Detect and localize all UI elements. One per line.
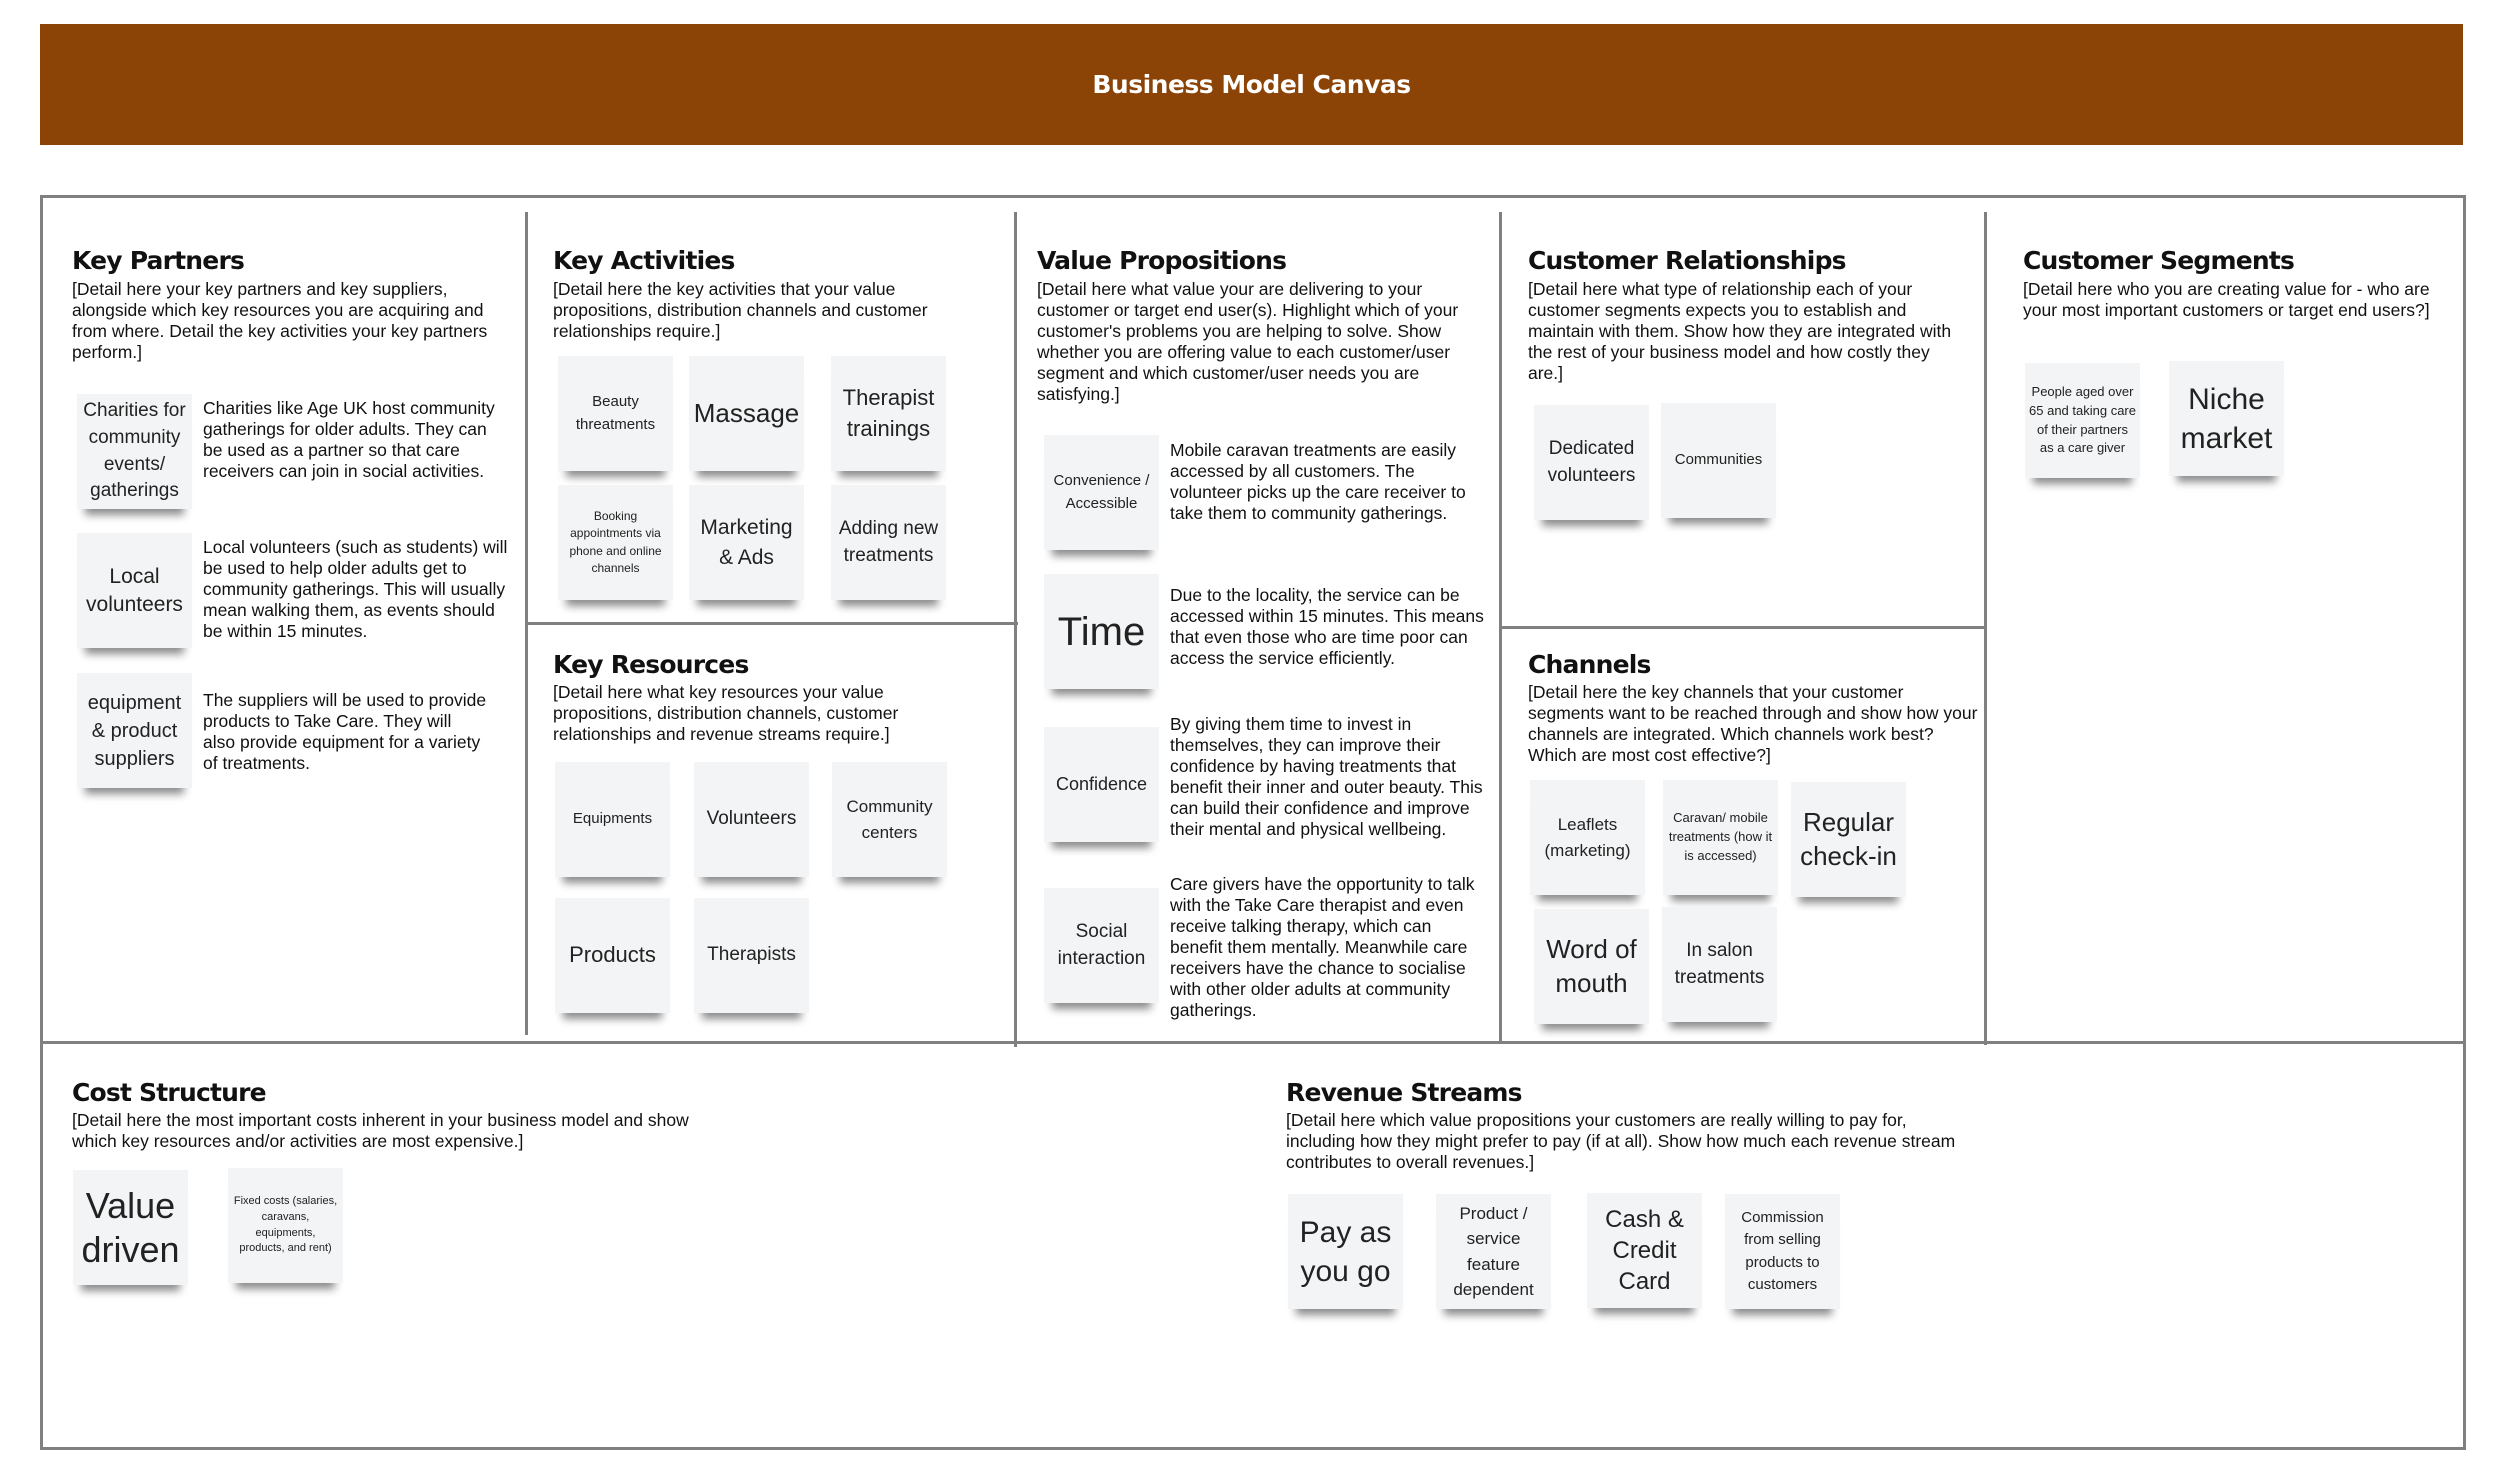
- sticky-note[interactable]: Therapist trainings: [831, 356, 946, 471]
- divider: [528, 622, 1018, 625]
- divider: [1014, 212, 1017, 1047]
- section-description: [Detail here what key resources your value propositions, distribution channels, customer relationships and revenue streams require.]: [553, 682, 899, 744]
- sticky-note[interactable]: Local volunteers: [77, 533, 192, 648]
- section-description: [Detail here the key channels that your customer segments want to be reached through and show how your channels are integrated. Which channels work best? Which are most cost effective?]: [1528, 682, 1978, 765]
- sticky-explanation: Local volunteers (such as students) will be used to help older adults get to community gatherings. This will usually mean walking them, as events should be within 15 minutes.: [203, 537, 508, 641]
- sticky-note[interactable]: Communities: [1661, 403, 1776, 518]
- section-title: Customer Relationships: [1528, 246, 1846, 275]
- sticky-note[interactable]: People aged over 65 and taking care of their partners as a care giver: [2025, 363, 2140, 478]
- sticky-note[interactable]: Adding new treatments: [831, 485, 946, 600]
- sticky-note[interactable]: Value driven: [73, 1170, 188, 1285]
- sticky-note[interactable]: Caravan/ mobile treatments (how it is accessed): [1663, 780, 1778, 895]
- sticky-note[interactable]: Confidence: [1044, 727, 1159, 842]
- section-title: Value Propositions: [1037, 246, 1287, 275]
- section-title: Revenue Streams: [1286, 1078, 1522, 1107]
- section-description: [Detail here which value propositions your customers are really willing to pay for, including how they might prefer to pay (if at all). Show how much each revenue stream contributes to overall revenues.]: [1286, 1110, 1956, 1172]
- canvas-header: [40, 24, 2463, 145]
- sticky-note[interactable]: Community centers: [832, 762, 947, 877]
- sticky-note[interactable]: Booking appointments via phone and online channels: [558, 485, 673, 600]
- sticky-note[interactable]: Marketing & Ads: [689, 485, 804, 600]
- sticky-explanation: The suppliers will be used to provide products to Take Care. They will also provide equipment for a variety of treatments.: [203, 690, 487, 773]
- sticky-note[interactable]: equipment & product suppliers: [77, 673, 192, 788]
- section-description: [Detail here what value your are delivering to your customer or target end user(s). Highlight which of your customer's problems you are helping to solve. Show whether you are offering value to each customer/user segment and which customer/user needs you are satisfying.]: [1037, 279, 1459, 404]
- divider: [1502, 626, 1986, 629]
- section-description: [Detail here the key activities that your value propositions, distribution channels and customer relationships require.]: [553, 279, 928, 341]
- sticky-note[interactable]: Commission from selling products to customers: [1725, 1194, 1840, 1309]
- sticky-note[interactable]: Word of mouth: [1534, 909, 1649, 1024]
- sticky-note[interactable]: Dedicated volunteers: [1534, 405, 1649, 520]
- section-title: Key Resources: [553, 650, 749, 679]
- sticky-note[interactable]: Social interaction: [1044, 888, 1159, 1003]
- section-title: Channels: [1528, 650, 1651, 679]
- sticky-note[interactable]: In salon treatments: [1662, 907, 1777, 1022]
- sticky-explanation: Due to the locality, the service can be accessed within 15 minutes. This means that even those who are time poor can access the service efficiently.: [1170, 585, 1484, 668]
- sticky-note[interactable]: Massage: [689, 356, 804, 471]
- sticky-note[interactable]: Equipments: [555, 762, 670, 877]
- sticky-note[interactable]: Convenience / Accessible: [1044, 435, 1159, 550]
- sticky-note[interactable]: Leaflets (marketing): [1530, 780, 1645, 895]
- sticky-note[interactable]: Regular check-in: [1791, 782, 1906, 897]
- sticky-note[interactable]: Cash & Credit Card: [1587, 1193, 1702, 1308]
- sticky-explanation: Mobile caravan treatments are easily accessed by all customers. The volunteer picks up the care receiver to take them to community gatherings.: [1170, 440, 1466, 523]
- sticky-note[interactable]: Products: [555, 898, 670, 1013]
- section-description: [Detail here what type of relationship each of your customer segments expects you to establish and maintain with them. Show how they are integrated with the rest of your business model and how costly they are.]: [1528, 279, 1952, 383]
- divider: [43, 1041, 2463, 1044]
- sticky-explanation: By giving them time to invest in themselves, they can improve their confidence by having treatments that benefit their inner and outer beauty. This can build their confidence and improve their mental and physical wellbeing.: [1170, 714, 1483, 839]
- sticky-note[interactable]: Volunteers: [694, 762, 809, 877]
- section-title: Cost Structure: [72, 1078, 266, 1107]
- sticky-note[interactable]: Therapists: [694, 898, 809, 1013]
- sticky-note[interactable]: Pay as you go: [1288, 1194, 1403, 1309]
- canvas-title: Business Model Canvas: [1092, 70, 1411, 99]
- sticky-note[interactable]: Product / service feature dependent: [1436, 1194, 1551, 1309]
- section-description: [Detail here the most important costs inherent in your business model and show which key resources and/or activities are most expensive.]: [72, 1110, 689, 1151]
- section-title: Key Activities: [553, 246, 735, 275]
- section-description: [Detail here who you are creating value for - who are your most important customers or target end users?]: [2023, 279, 2430, 320]
- sticky-note[interactable]: Time: [1044, 574, 1159, 689]
- section-title: Customer Segments: [2023, 246, 2295, 275]
- sticky-explanation: Care givers have the opportunity to talk with the Take Care therapist and even receive talking therapy, which can benefit them mentally. Meanwhile care receivers have the chance to socialise with other older adults at community gatherings.: [1170, 874, 1475, 1020]
- sticky-note[interactable]: Beauty threatments: [558, 356, 673, 471]
- sticky-note[interactable]: Niche market: [2169, 361, 2284, 476]
- sticky-explanation: Charities like Age UK host community gatherings for older adults. They can be used as a partner so that care receivers can join in social activities.: [203, 398, 495, 481]
- section-description: [Detail here your key partners and key suppliers, alongside which key resources you are acquiring and from where. Detail the key activities your key partners perform.]: [72, 279, 488, 362]
- section-title: Key Partners: [72, 246, 245, 275]
- sticky-note[interactable]: Charities for community events/ gatherings: [77, 394, 192, 509]
- sticky-note[interactable]: Fixed costs (salaries, caravans, equipments, products, and rent): [228, 1168, 343, 1283]
